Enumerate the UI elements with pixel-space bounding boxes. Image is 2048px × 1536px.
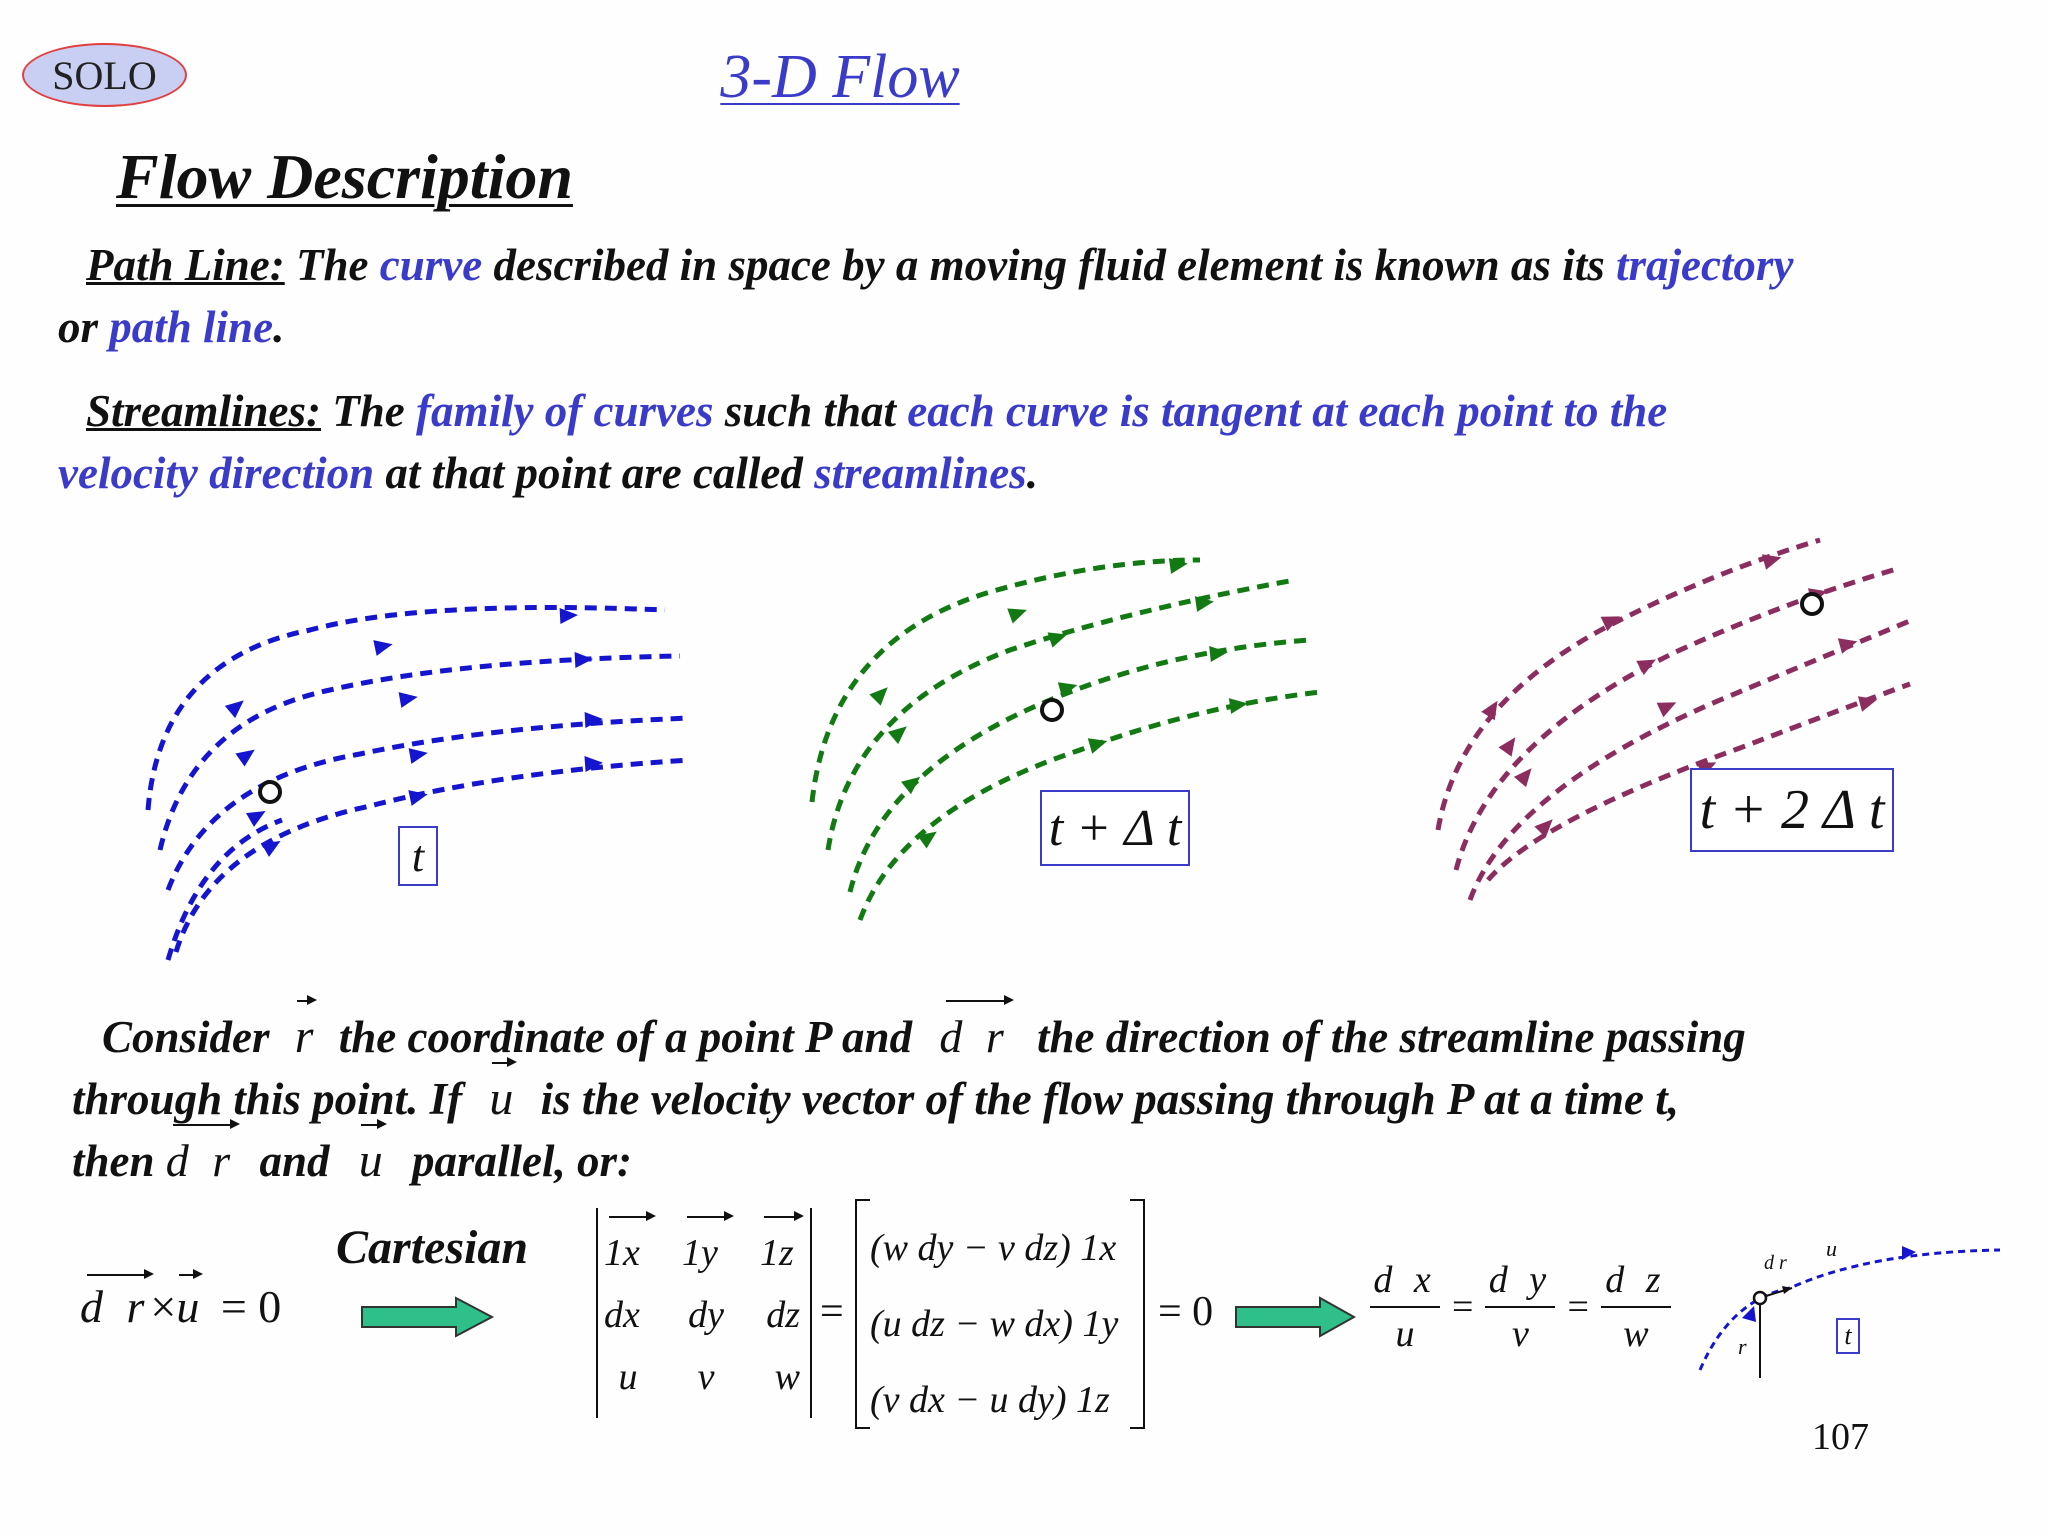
streamline — [168, 820, 282, 960]
flow-arrow — [1534, 814, 1558, 838]
matrix-cell: dz — [766, 1294, 800, 1336]
cross-product-equation — [80, 1280, 281, 1333]
highlight-text: velocity direction — [58, 448, 375, 498]
fraction — [1483, 1258, 1557, 1356]
flow-arrow — [373, 636, 394, 655]
text-run: The — [321, 386, 417, 436]
text-run: the coordinate of a point P and — [327, 1012, 924, 1062]
flow-arrow — [1229, 696, 1249, 714]
text-run: the direction of the streamline passing — [1025, 1012, 1746, 1062]
streamline — [148, 608, 665, 811]
times-sign: × — [150, 1281, 177, 1332]
flow-arrow — [1838, 634, 1860, 654]
denominator: v — [1512, 1313, 1529, 1355]
numerator: d z — [1605, 1259, 1667, 1301]
column-vector — [870, 1210, 1118, 1438]
flow-arrow — [575, 651, 594, 668]
mini-label-r: r — [1738, 1334, 1747, 1359]
flow-arrow — [1514, 763, 1538, 787]
equals-sign: = — [1452, 1286, 1474, 1328]
time-label-t: t — [398, 826, 438, 886]
determinant-rows — [604, 1222, 800, 1408]
text-run: The — [284, 240, 380, 290]
flow-arrow — [1657, 695, 1680, 717]
unit-vector-1x: 1x — [604, 1222, 652, 1284]
fluid-element-marker — [1802, 594, 1822, 614]
streamlines-label: Streamlines: — [86, 386, 322, 436]
equals-sign: = — [820, 1289, 844, 1335]
solo-badge: SOLO — [22, 43, 187, 107]
flow-arrow — [1858, 692, 1880, 712]
flow-arrow — [246, 804, 270, 827]
flow-arrow — [1088, 733, 1110, 753]
vector-dr: d r — [939, 1006, 1009, 1068]
vector-r: r — [295, 1006, 314, 1068]
vector-component: (v dx − u dy) 1z — [870, 1379, 1110, 1421]
streamline — [1470, 620, 1912, 900]
highlight-text: path line — [109, 302, 274, 352]
flow-arrow — [225, 694, 249, 718]
cartesian-label: Cartesian — [336, 1221, 529, 1274]
streamlines-t — [148, 607, 690, 960]
text-run: . — [273, 302, 285, 352]
denominator: u — [1395, 1313, 1415, 1355]
streamline-diagrams — [0, 520, 2048, 980]
fluid-element-marker — [260, 782, 280, 802]
streamline-mini-diagram — [1680, 1230, 2020, 1400]
flow-arrow — [408, 786, 429, 805]
streamline — [812, 560, 1200, 802]
text-run: Consider — [102, 1012, 281, 1062]
text-run: then — [72, 1136, 166, 1186]
flow-arrow — [1481, 696, 1504, 720]
highlight-text: trajectory — [1615, 240, 1794, 290]
numerator: d x — [1373, 1259, 1437, 1301]
fraction-bar — [1601, 1306, 1671, 1308]
equals-zero: = 0 — [1158, 1289, 1214, 1335]
determinant-row — [604, 1346, 800, 1408]
text-run: parallel, or: — [400, 1136, 632, 1186]
text-run: or — [58, 302, 110, 352]
matrix-cell: w — [774, 1356, 800, 1398]
matrix-cell: dx — [604, 1294, 640, 1336]
mini-label-u: u — [1826, 1236, 1837, 1261]
unit-vector-1y: 1y — [682, 1222, 730, 1284]
flow-arrow — [399, 689, 420, 708]
highlight-text: curve — [379, 240, 483, 290]
matrix-cell: dy — [688, 1294, 724, 1336]
vector-dr: d r — [166, 1130, 236, 1192]
time-label-t-dt: t + Δ t — [1040, 790, 1190, 866]
highlight-text: each curve is tangent at each point to the — [907, 386, 1668, 436]
mini-label-dr: d r — [1764, 1252, 1787, 1274]
text-run: through this point. If — [72, 1074, 474, 1124]
flow-arrow — [235, 743, 259, 766]
vector-u: u — [359, 1130, 383, 1192]
text-run: and — [248, 1136, 341, 1186]
vector-dr: d r — [80, 1281, 151, 1332]
highlight-text: family of curves — [416, 386, 714, 436]
mini-label-t: t — [1836, 1318, 1860, 1354]
time-label-t-2dt: t + 2 Δ t — [1690, 768, 1894, 852]
equals-zero: = 0 — [220, 1281, 282, 1332]
fraction — [1368, 1258, 1442, 1356]
matrix-cell: v — [697, 1356, 715, 1398]
equals-sign: = — [1567, 1286, 1589, 1328]
path-line-paragraph — [58, 234, 2038, 358]
flow-arrow — [1498, 733, 1521, 757]
vector-component: (u dz − w dx) 1y — [870, 1303, 1119, 1345]
flow-arrow — [409, 745, 430, 764]
section-heading: Flow Description — [116, 141, 573, 212]
highlight-text: streamlines — [814, 448, 1027, 498]
vector-u: u — [489, 1068, 513, 1130]
flow-arrow — [869, 682, 893, 706]
fraction-bar — [1485, 1306, 1555, 1308]
text-run: such that — [713, 386, 908, 436]
denominator: w — [1623, 1313, 1649, 1355]
determinant-row — [604, 1222, 800, 1284]
implies-arrow-icon — [1234, 1296, 1358, 1338]
flow-arrow — [1636, 652, 1659, 675]
streamlines-paragraph — [58, 380, 2038, 504]
direction-ratios — [1368, 1258, 1673, 1356]
vector-component: (w dy − v dz) 1x — [870, 1227, 1117, 1269]
text-run: is the velocity vector of the flow passing through P at a time t, — [529, 1074, 1679, 1124]
text-run: . — [1026, 448, 1038, 498]
text-run: at that point are called — [374, 448, 815, 498]
flow-arrow — [1007, 602, 1029, 623]
page-number: 107 — [1812, 1416, 1869, 1458]
vector-u: u — [176, 1281, 200, 1332]
flow-arrow — [917, 825, 941, 848]
numerator: d y — [1488, 1259, 1553, 1301]
slide-title: 3-D Flow — [720, 43, 960, 111]
determinant-row — [604, 1284, 800, 1346]
consider-paragraph — [72, 1006, 2032, 1192]
flow-arrow — [901, 771, 925, 795]
fraction-bar — [1370, 1306, 1440, 1308]
flow-arrow — [1209, 644, 1229, 662]
path-line-label: Path Line: — [86, 240, 285, 290]
unit-vector-1z: 1z — [760, 1222, 800, 1284]
matrix-cell: u — [618, 1356, 638, 1398]
text-run: described in space by a moving fluid element is known as its — [482, 240, 1616, 290]
fraction — [1599, 1258, 1673, 1356]
fluid-element-marker — [1042, 700, 1062, 720]
implies-arrow-icon — [360, 1296, 496, 1338]
